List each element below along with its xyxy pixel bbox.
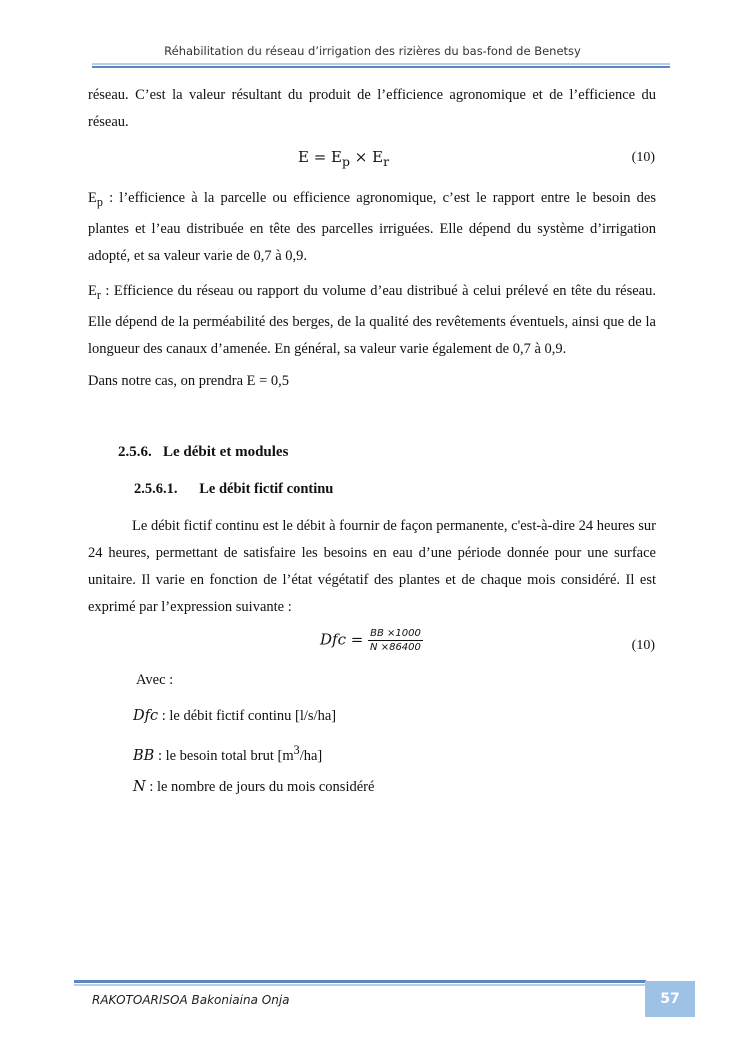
def-dfc-symbol: Dfc — [133, 708, 159, 724]
er-subscript: r — [96, 287, 101, 302]
eq2-lhs: Dfc = — [320, 630, 364, 649]
footer-rule — [74, 980, 646, 986]
avec-label: Avec : — [136, 672, 174, 688]
eq1-times: × E — [350, 148, 384, 166]
page-number-badge: 57 — [645, 981, 695, 1017]
eq1-sub-p: p — [342, 154, 351, 169]
paragraph-ep — [88, 185, 656, 270]
eq1-lhs: E = E — [298, 148, 343, 166]
eq2-fraction — [368, 628, 423, 653]
equation-number-1: (10) — [631, 150, 655, 165]
equation-efficiency — [298, 148, 389, 169]
equation-number-2: (10) — [631, 638, 655, 653]
ep-subscript: p — [96, 194, 103, 209]
def-n-symbol: N — [133, 779, 146, 795]
def-bb-text: : le besoin total brut [m — [154, 747, 294, 764]
def-bb-text2: /ha] — [299, 747, 323, 764]
definition-n — [133, 779, 374, 796]
paragraph-er — [88, 278, 656, 363]
eq2-denominator: N ×86400 — [370, 642, 421, 653]
section-heading-2-5-6: 2.5.6. Le débit et modules — [118, 444, 289, 460]
paragraph-cas: Dans notre cas, on prendra E = 0,5 — [88, 373, 290, 389]
section-heading-2-5-6-1: 2.5.6.1. Le débit fictif continu — [134, 481, 334, 497]
eq1-sub-r: r — [383, 154, 390, 169]
equation-dfc — [320, 628, 423, 653]
definition-bb — [133, 743, 322, 765]
running-header: Réhabilitation du réseau d’irrigation des rizières du bas-fond de Benetsy — [164, 44, 581, 58]
def-bb-sup: 3 — [293, 743, 300, 757]
definition-dfc — [133, 708, 336, 725]
def-dfc-text: : le débit fictif continu [l/s/ha] — [158, 708, 337, 724]
header-rule — [92, 63, 670, 68]
def-n-text: : le nombre de jours du mois considéré — [145, 779, 375, 795]
def-bb-symbol: BB — [133, 747, 155, 764]
er-symbol: E — [88, 283, 97, 299]
paragraph-debit-fictif: Le débit fictif continu est le débit à fournir de façon permanente, c'est-à-dire 24 heures sur 24 heures, permettant de satisfaire les besoins en eau d’une période donnée pour une surface unitaire. Il varie en fonction de l’état végétatif des plantes et de chaque mois considéré. Il est exprimé par l’expression suivante : — [88, 518, 656, 615]
paragraph-reseau: réseau. C’est la valeur résultant du produit de l’efficience agronomique et de l’efficience du réseau. — [88, 87, 656, 130]
eq2-numerator: BB ×1000 — [370, 628, 421, 639]
ep-symbol: E — [88, 190, 97, 206]
er-text: : Efficience du réseau ou rapport du volume d’eau distribué à celui prélevé en tête du réseau. Elle dépend de la perméabilité des berges, de la qualité des revêtements éventuels, ainsi que de la longueur des canaux d’amenée. En général, sa valeur varie également de 0,7 à 0,9. — [88, 283, 656, 357]
ep-text: : l’efficience à la parcelle ou efficience agronomique, c’est le rapport entre le besoin des plantes et l’eau distribuée en tête des parcelles irriguées. Elle dépend du système d’irrigation adopté, et sa valeur varie de 0,7 à 0,9. — [88, 190, 656, 264]
footer-author: RAKOTOARISOA Bakoniaina Onja — [92, 993, 290, 1007]
